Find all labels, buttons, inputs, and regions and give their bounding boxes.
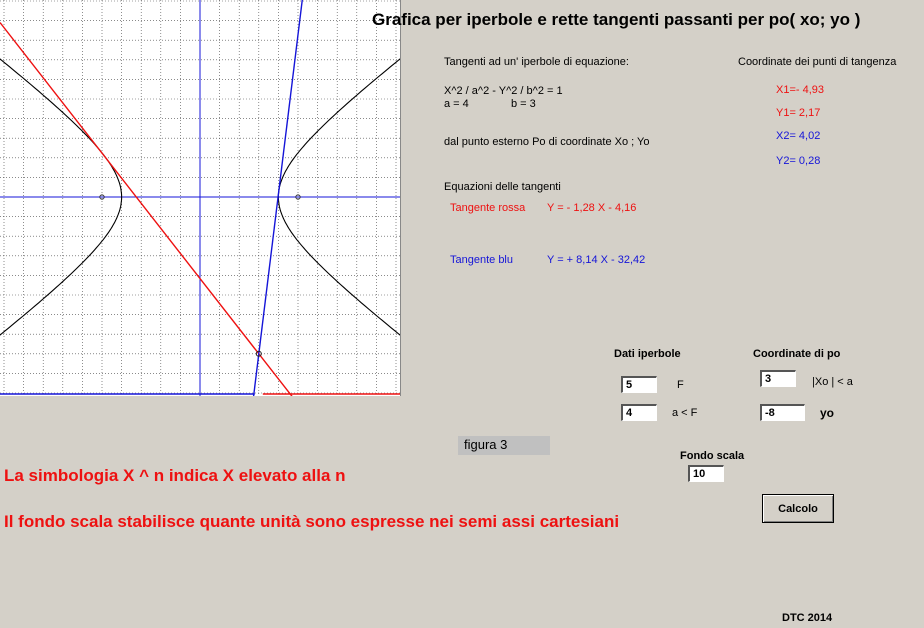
note-symbology: La simbologia X ^ n indica X elevato alla n — [4, 466, 346, 485]
page-title: Grafica per iperbole e rette tangenti passanti per po( xo; yo ) — [372, 10, 861, 29]
figure-label: figura 3 — [458, 436, 550, 455]
b-value: b = 3 — [511, 98, 536, 110]
note-fondo-scala: Il fondo scala stabilisce quante unità sono espresse nei semi assi cartesiani — [4, 512, 620, 531]
tangent-header: Tangenti ad un' iperbole di equazione: — [444, 56, 629, 68]
xo-input[interactable] — [760, 370, 796, 387]
a-input[interactable] — [621, 404, 657, 421]
a-label: a < F — [672, 407, 698, 419]
coordinate-po-header: Coordinate di po — [753, 348, 841, 360]
hyperbola-equation: X^2 / a^2 - Y^2 / b^2 = 1 — [444, 85, 563, 97]
graph-plot — [0, 0, 401, 396]
fondo-scala-input[interactable] — [688, 465, 724, 482]
f-label: F — [677, 379, 684, 391]
blue-tangent-label: Tangente blu — [450, 254, 513, 266]
credit-label: DTC 2014 — [782, 612, 833, 624]
equations-header: Equazioni delle tangenti — [444, 181, 561, 193]
yo-label: yo — [820, 406, 835, 420]
x1-value: X1=- 4,93 — [776, 84, 825, 96]
x2-value: X2= 4,02 — [776, 130, 821, 142]
graph-canvas — [0, 0, 400, 396]
calcolo-button[interactable]: Calcolo — [762, 494, 834, 523]
dati-iperbole-header: Dati iperbole — [614, 348, 681, 360]
f-input[interactable] — [621, 376, 657, 393]
a-value: a = 4 — [444, 98, 469, 110]
tangency-header: Coordinate dei punti di tangenza — [738, 56, 897, 68]
y1-value: Y1= 2,17 — [776, 107, 821, 119]
external-point-text: dal punto esterno Po di coordinate Xo ; Yo — [444, 136, 650, 148]
fondo-scala-label: Fondo scala — [680, 450, 745, 462]
yo-input[interactable] — [760, 404, 805, 421]
blue-tangent-equation: Y = + 8,14 X - 32,42 — [547, 254, 646, 266]
red-tangent-label: Tangente rossa — [450, 202, 526, 214]
red-tangent-equation: Y = - 1,28 X - 4,16 — [547, 202, 637, 214]
y2-value: Y2= 0,28 — [776, 155, 821, 167]
xo-label: |Xo | < a — [812, 376, 853, 388]
